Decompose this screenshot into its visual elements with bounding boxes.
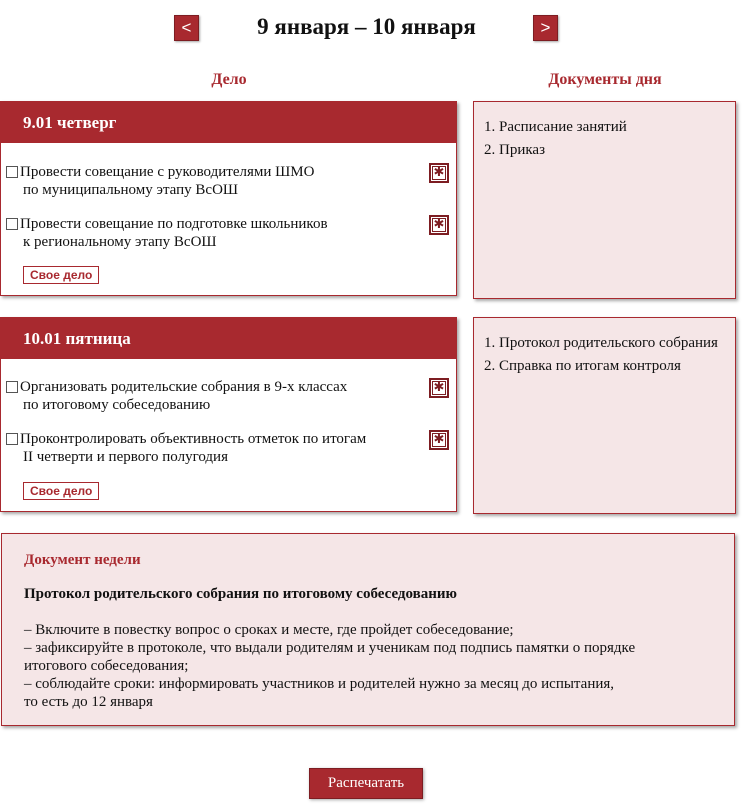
week-document-text: [24, 621, 714, 711]
close-box-icon[interactable]: ✱: [429, 215, 449, 235]
checkbox-icon[interactable]: [6, 218, 18, 230]
task-line: Провести совещание с руководителями ШМО: [20, 164, 315, 180]
date-range-title: 9 января – 10 января: [257, 14, 476, 39]
print-button[interactable]: Распечатать: [309, 768, 423, 799]
doc-link[interactable]: 1. Протокол родительского собрания: [484, 335, 718, 351]
day-card: [0, 101, 457, 296]
prev-week-button[interactable]: <: [174, 15, 199, 41]
task-text: [20, 163, 420, 199]
doc-link[interactable]: 2. Приказ: [484, 142, 546, 158]
task-line: II четверти и первого полугодия: [23, 449, 228, 465]
day-docs-panel: [473, 101, 736, 299]
task-line: по итоговому собеседованию: [23, 397, 211, 413]
day-docs-panel: [473, 317, 736, 514]
week-document-line: – Включите в повестку вопрос о сроках и месте, где пройдет собеседование;: [24, 622, 514, 638]
close-box-icon[interactable]: ✱: [429, 378, 449, 398]
task-line: Организовать родительские собрания в 9-х классах: [20, 379, 348, 395]
doc-link[interactable]: 2. Справка по итогам контроля: [484, 358, 681, 374]
day-title: 9.01 четверг: [1, 102, 456, 143]
next-week-button[interactable]: >: [533, 15, 558, 41]
task-text: [20, 215, 420, 251]
doc-link[interactable]: 1. Расписание занятий: [484, 119, 627, 135]
task-line: к региональному этапу ВсОШ: [23, 234, 217, 250]
week-document-line: – зафиксируйте в протоколе, что выдали родителям и ученикам под подпись памятки о порядке: [24, 640, 636, 656]
checkbox-icon[interactable]: [6, 166, 18, 178]
close-box-icon[interactable]: ✱: [429, 430, 449, 450]
close-box-icon[interactable]: ✱: [429, 163, 449, 183]
week-document-line: – соблюдайте сроки: информировать участников и родителей нужно за месяц до испытания,: [24, 676, 615, 692]
tasks-column-header: Дело: [211, 71, 247, 88]
checkbox-icon[interactable]: [6, 381, 18, 393]
task-line: Проконтролировать объективность отметок по итогам: [20, 431, 367, 447]
week-document-panel: [1, 533, 735, 726]
add-own-task-button[interactable]: Свое дело: [23, 482, 99, 500]
week-document-heading: Документ недели: [24, 552, 141, 568]
add-own-task-button[interactable]: Свое дело: [23, 266, 99, 284]
week-document-title[interactable]: Протокол родительского собрания по итоговому собеседованию: [24, 586, 457, 602]
week-document-line: итогового собеседования;: [24, 658, 189, 674]
task-text: [20, 430, 420, 466]
task-line: по муниципальному этапу ВсОШ: [23, 182, 239, 198]
day-title: 10.01 пятница: [1, 318, 456, 359]
week-document-line: то есть до 12 января: [24, 694, 153, 710]
task-line: Провести совещание по подготовке школьников: [20, 216, 328, 232]
docs-column-header: Документы дня: [548, 71, 662, 88]
task-text: [20, 378, 420, 414]
day-card: [0, 317, 457, 512]
checkbox-icon[interactable]: [6, 433, 18, 445]
